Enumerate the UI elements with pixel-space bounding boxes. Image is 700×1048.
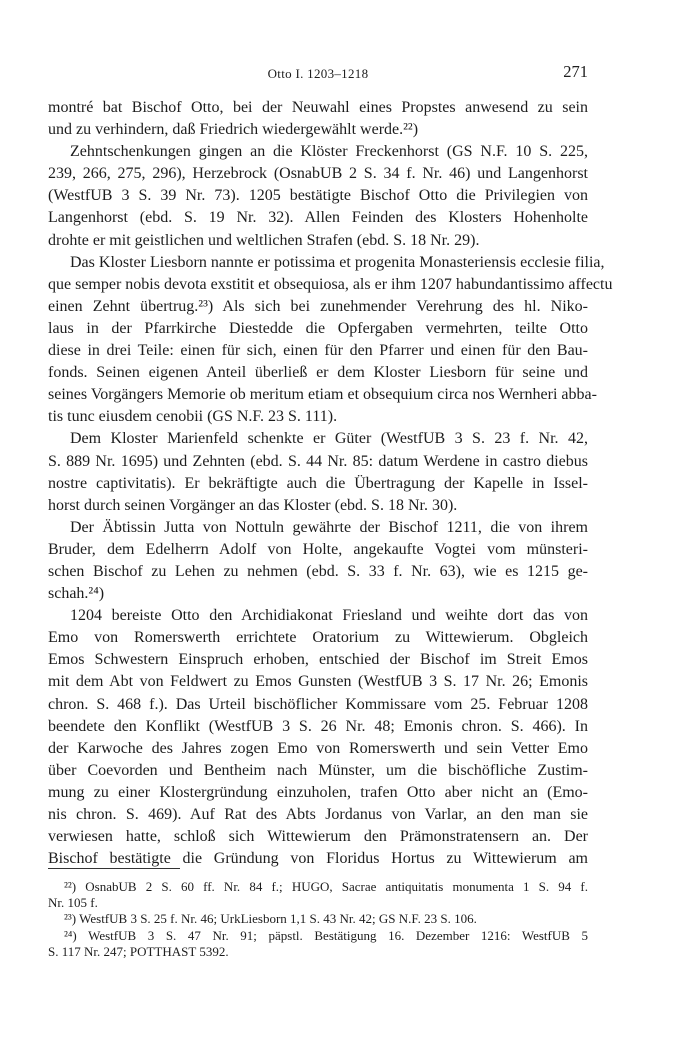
text-line: 1204 bereiste Otto den Archidiakonat Friesland und weihte dort das von xyxy=(70,607,588,625)
footnotes xyxy=(48,868,588,960)
text-line: Der Äbtissin Jutta von Nottuln gewährte der Bischof 1211, die von ihrem xyxy=(70,518,588,536)
text-line: über Coevorden und Bentheim nach Münster, um die bischöfliche Zustim- xyxy=(48,761,588,779)
footnote-line: Nr. 105 f. xyxy=(48,895,98,911)
footnote-separator xyxy=(48,868,180,869)
text-line: und zu verhindern, daß Friedrich wiedergewählt werde.²²) xyxy=(48,121,419,139)
text-line: seines Vorgängers Memorie ob meritum etiam et obsequium circa nos Wernheri abba- xyxy=(48,386,597,404)
text-line: tis tunc eiusdem cenobii (GS N.F. 23 S. 111). xyxy=(48,408,338,426)
page-header xyxy=(48,62,588,84)
text-line: laus in der Pfarrkirche Diestedde die Opfergaben vermehrten, teilte Otto xyxy=(48,319,588,337)
text-line: horst durch seinen Vorgänger an das Kloster (ebd. S. 18 Nr. 30). xyxy=(48,496,458,514)
text-line: 239, 266, 275, 296), Herzebrock (OsnabUB 2 S. 34 f. Nr. 46) und Langenhorst xyxy=(48,165,588,183)
text-line: diese in drei Teile: einen für sich, einen für den Pfarrer und einen für den Bau- xyxy=(48,342,588,360)
text-line: Emo von Romerswerth errichtete Oratorium zu Wittewierum. Obgleich xyxy=(48,629,588,647)
text-line: nis chron. S. 469). Auf Rat des Abts Jordanus von Varlar, an den man sie xyxy=(48,806,588,823)
text-line: verwiesen hatte, schloß sich Wittewierum den Prämonstratensern an. Der xyxy=(48,828,588,846)
text-line: Dem Kloster Marienfeld schenkte er Güter (WestfUB 3 S. 23 f. Nr. 42, xyxy=(70,430,588,448)
text-line: schah.²⁴) xyxy=(48,585,105,603)
text-line: montré bat Bischof Otto, bei der Neuwahl eines Propstes anwesend zu sein xyxy=(48,99,588,116)
text-line: einen Zehnt übertrug.²³) Als sich bei zunehmender Verehrung des hl. Niko- xyxy=(48,297,588,315)
text-line: (WestfUB 3 S. 39 Nr. 73). 1205 bestätigte Bischof Otto die Privilegien von xyxy=(48,187,588,205)
footnote-line: ²³) WestfUB 3 S. 25 f. Nr. 46; UrkLiesborn 1,1 S. 43 Nr. 42; GS N.F. 23 S. 106. xyxy=(64,911,477,927)
text-line: Das Kloster Liesborn nannte er potissima et progenita Monasteriensis ecclesie filia, xyxy=(70,253,605,271)
text-line: Zehntschenkungen gingen an die Klöster Freckenhorst (GS N.F. 10 S. 225, xyxy=(70,143,588,161)
text-line: der Karwoche des Jahres zogen Emo von Romerswerth und sein Vetter Emo xyxy=(48,739,588,757)
text-line: schen Bischof zu Lehen zu nehmen (ebd. S. 33 f. Nr. 63), wie es 1215 ge- xyxy=(48,562,588,580)
text-line: Langenhorst (ebd. S. 19 Nr. 32). Allen Feinden des Klosters Hohenholte xyxy=(48,209,588,227)
text-line: Bischof bestätigte die Gründung von Floridus Hortus zu Wittewierum am xyxy=(48,850,588,868)
text-line: mung zu einer Klostergründung einzuholen, trafen Otto aber nicht an (Emo- xyxy=(48,783,588,801)
running-title: Otto I. 1203–1218 xyxy=(267,66,369,81)
text-line: drohte er mit geistlichen und weltlichen Strafen (ebd. S. 18 Nr. 29). xyxy=(48,231,480,249)
text-line: que semper nobis devota exstitit et obsequiosa, als er ihm 1207 habundantissimo affectu xyxy=(48,275,613,293)
text-line: Bruder, dem Edelherrn Adolf von Holte, angekaufte Vogtei vom münsteri- xyxy=(48,540,588,558)
page-number: 271 xyxy=(563,62,588,81)
text-line: Emos Schwestern Einspruch erhoben, entschied der Bischof im Streit Emos xyxy=(48,651,588,669)
text-line: beendete den Konflikt (WestfUB 3 S. 26 Nr. 48; Emonis chron. S. 466). In xyxy=(48,717,588,735)
body-text xyxy=(48,97,613,870)
footnote-line: S. 117 Nr. 247; POTTHAST 5392. xyxy=(48,943,229,959)
text-line: chron. S. 468 f.). Das Urteil bischöflicher Kommissare vom 25. Februar 1208 xyxy=(48,695,588,713)
text-line: fonds. Seinen eigenen Anteil überließ er dem Kloster Liesborn für seine und xyxy=(48,364,588,382)
footnote-line: ²²) OsnabUB 2 S. 60 ff. Nr. 84 f.; HUGO, Sacrae antiquitatis monumenta 1 S. 94 f. xyxy=(64,879,588,894)
text-line: S. 889 Nr. 1695) und Zehnten (ebd. S. 44 Nr. 85: datum Werdene in castro diebus xyxy=(48,452,588,470)
text-line: mit dem Abt von Feldwert zu Emos Gunsten (WestfUB 3 S. 17 Nr. 26; Emonis xyxy=(48,673,588,691)
text-line: nostre captivitatis). Er bekräftigte auch die Übertragung der Kapelle in Issel- xyxy=(48,474,588,492)
footnote-line: ²⁴) WestfUB 3 S. 47 Nr. 91; päpstl. Bestätigung 16. Dezember 1216: WestfUB 5 xyxy=(64,927,588,943)
footnote-list xyxy=(48,879,588,960)
